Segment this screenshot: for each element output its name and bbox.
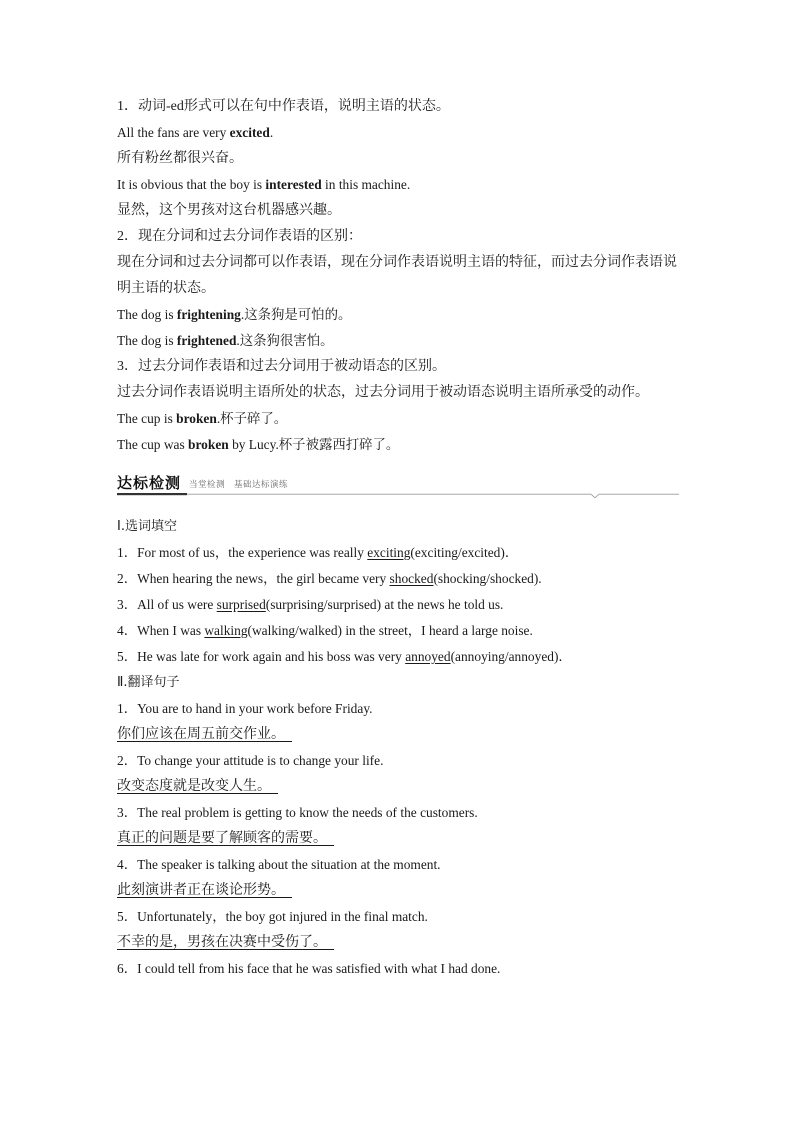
grammar-example-2-translation: 显然，这个男孩对这台机器感兴趣。: [117, 203, 341, 218]
translation-answer: 此刻演讲者正在谈论形势。: [117, 883, 292, 898]
fill-blank-question: 3．All of us were: [117, 597, 217, 612]
part-2-title: Ⅱ.翻译句子: [117, 675, 180, 690]
fill-blank-question: 5．He was late for work again and his boss was very: [117, 649, 406, 664]
fill-blank-options: (annoying/annoyed)．: [450, 649, 572, 664]
translation-question: 1．You are to hand in your work before Friday.: [117, 701, 373, 716]
fill-blank-question: 2．When hearing the news，the girl became very: [117, 571, 390, 586]
fill-blank-options: (exciting/excited)．: [410, 545, 519, 560]
part-2-list: [117, 696, 679, 982]
section-divider: [117, 493, 679, 499]
translation-question: 2．To change your attitude is to change your life.: [117, 753, 384, 768]
translation-answer-row: [117, 878, 679, 904]
translation-answer-row: [117, 826, 679, 852]
translation-answer: 你们应该在周五前交作业。: [117, 727, 292, 742]
fill-blank-options: (surprising/surprised) at the news he told us.: [265, 597, 504, 612]
grammar-point-1-title: 1．动词-ed形式可以在句中作表语，说明主语的状态。: [117, 99, 450, 114]
fill-blank-options: (walking/walked) in the street，I heard a large noise.: [247, 623, 533, 638]
grammar-example-4: The dog is frightened.这条狗很害怕。: [117, 333, 334, 348]
grammar-example-5: The cup is broken.杯子碎了。: [117, 411, 288, 426]
fill-blank-answer: walking: [204, 623, 248, 638]
grammar-example-1: All the fans are very excited.: [117, 125, 274, 140]
grammar-point-2-desc-line2: 明主语的状态。: [117, 281, 215, 296]
fill-blank-item: [117, 644, 679, 670]
translation-answer: 真正的问题是要了解顾客的需要。: [117, 831, 334, 846]
fill-blank-item: [117, 592, 679, 618]
grammar-point-2-desc-line1: 现在分词和过去分词都可以作表语，现在分词作表语说明主语的特征，而过去分词作表语说: [117, 255, 677, 270]
translation-question: 6．I could tell from his face that he was satisfied with what I had done.: [117, 961, 501, 976]
document-page: [117, 94, 679, 982]
fill-blank-answer: shocked: [389, 571, 434, 586]
fill-blank-options: (shocking/shocked).: [433, 571, 542, 586]
grammar-point-3-title: 3．过去分词作表语和过去分词用于被动语态的区别。: [117, 359, 446, 374]
grammar-point-3-desc: 过去分词作表语说明主语所处的状态，过去分词用于被动语态说明主语所承受的动作。: [117, 385, 649, 400]
translation-question: 4．The speaker is talking about the situation at the moment.: [117, 857, 441, 872]
translation-question: 3．The real problem is getting to know the needs of the customers.: [117, 805, 478, 820]
translation-question: 5．Unfortunately，the boy got injured in the final match.: [117, 909, 428, 924]
fill-blank-question: 1．For most of us，the experience was really: [117, 545, 368, 560]
fill-blank-answer: surprised: [216, 597, 266, 612]
grammar-example-6: The cup was broken by Lucy.杯子被露西打碎了。: [117, 437, 400, 452]
part-1-title: Ⅰ.选词填空: [117, 519, 177, 534]
section-header: [117, 472, 679, 502]
fill-blank-item: [117, 540, 679, 566]
grammar-example-1-translation: 所有粉丝都很兴奋。: [117, 151, 243, 166]
grammar-example-2: It is obvious that the boy is interested in this machine.: [117, 177, 411, 192]
fill-blank-answer: exciting: [367, 545, 411, 560]
translation-answer-row: [117, 722, 679, 748]
part-1-list: [117, 540, 679, 670]
section-subtitle: 当堂检测 基础达标演练: [189, 480, 289, 490]
translation-answer-row: [117, 930, 679, 956]
grammar-example-3: The dog is frightening.这条狗是可怕的。: [117, 307, 352, 322]
translation-answer: 改变态度就是改变人生。: [117, 779, 278, 794]
section-title: 达标检测: [117, 474, 182, 492]
fill-blank-answer: annoyed: [405, 649, 451, 664]
translation-answer: 不幸的是，男孩在决赛中受伤了。: [117, 935, 334, 950]
fill-blank-item: [117, 618, 679, 644]
fill-blank-question: 4．When I was: [117, 623, 205, 638]
fill-blank-item: [117, 566, 679, 592]
grammar-point-2-title: 2．现在分词和过去分词作表语的区别：: [117, 229, 362, 244]
translation-answer-row: [117, 774, 679, 800]
